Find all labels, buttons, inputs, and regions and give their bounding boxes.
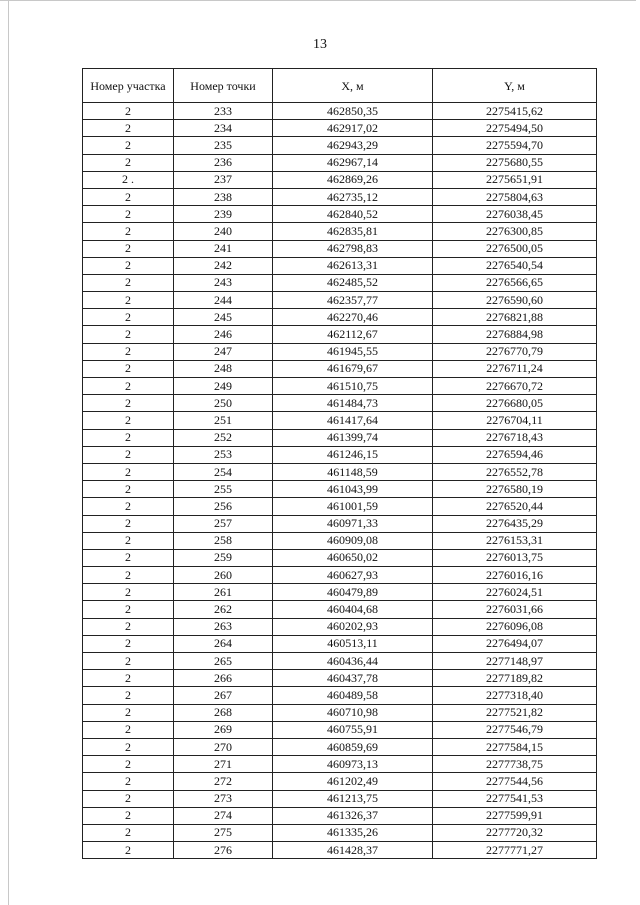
cell-parcel-number: 2: [83, 756, 174, 773]
cell-point-number: 274: [174, 807, 273, 824]
cell-point-number: 262: [174, 601, 273, 618]
cell-y-coordinate: 2277771,27: [433, 842, 597, 859]
cell-point-number: 275: [174, 824, 273, 841]
table-row: [83, 824, 597, 841]
cell-y-coordinate: 2276680,05: [433, 395, 597, 412]
cell-point-number: 265: [174, 653, 273, 670]
cell-y-coordinate: 2276153,31: [433, 532, 597, 549]
cell-parcel-number: 2: [83, 188, 174, 205]
table-row: [83, 463, 597, 480]
cell-x-coordinate: 461246,15: [273, 446, 433, 463]
cell-parcel-number: 2: [83, 120, 174, 137]
table-row: [83, 412, 597, 429]
cell-parcel-number: 2: [83, 824, 174, 841]
cell-point-number: 272: [174, 773, 273, 790]
cell-point-number: 243: [174, 274, 273, 291]
cell-y-coordinate: 2276580,19: [433, 481, 597, 498]
cell-y-coordinate: 2276552,78: [433, 463, 597, 480]
cell-parcel-number: 2: [83, 446, 174, 463]
cell-x-coordinate: 461001,59: [273, 498, 433, 515]
cell-point-number: 244: [174, 292, 273, 309]
header-y-coordinate: Y, м: [433, 69, 597, 103]
table-row: [83, 188, 597, 205]
table-row: [83, 618, 597, 635]
table-row: [83, 137, 597, 154]
cell-point-number: 256: [174, 498, 273, 515]
cell-x-coordinate: 460650,02: [273, 549, 433, 566]
cell-parcel-number: 2: [83, 326, 174, 343]
cell-point-number: 234: [174, 120, 273, 137]
cell-y-coordinate: 2276594,46: [433, 446, 597, 463]
scan-left-edge: [8, 0, 9, 905]
cell-point-number: 238: [174, 188, 273, 205]
table-row: [83, 635, 597, 652]
table-row: [83, 292, 597, 309]
cell-point-number: 242: [174, 257, 273, 274]
cell-x-coordinate: 460710,98: [273, 704, 433, 721]
cell-parcel-number: 2: [83, 360, 174, 377]
cell-y-coordinate: 2276770,79: [433, 343, 597, 360]
cell-point-number: 263: [174, 618, 273, 635]
cell-point-number: 270: [174, 738, 273, 755]
cell-point-number: 261: [174, 584, 273, 601]
cell-y-coordinate: 2275804,63: [433, 188, 597, 205]
cell-parcel-number: 2: [83, 807, 174, 824]
cell-point-number: 268: [174, 704, 273, 721]
table-row: [83, 704, 597, 721]
cell-x-coordinate: 462967,14: [273, 154, 433, 171]
cell-point-number: 266: [174, 670, 273, 687]
cell-x-coordinate: 460627,93: [273, 567, 433, 584]
cell-x-coordinate: 460909,08: [273, 532, 433, 549]
cell-parcel-number: 2: [83, 790, 174, 807]
cell-parcel-number: 2: [83, 498, 174, 515]
cell-y-coordinate: 2276711,24: [433, 360, 597, 377]
table-row: [83, 549, 597, 566]
cell-point-number: 254: [174, 463, 273, 480]
cell-parcel-number: 2: [83, 721, 174, 738]
cell-parcel-number: 2: [83, 206, 174, 223]
cell-y-coordinate: 2275415,62: [433, 103, 597, 120]
cell-parcel-number: 2: [83, 635, 174, 652]
cell-y-coordinate: 2276031,66: [433, 601, 597, 618]
table-row: [83, 154, 597, 171]
table-row: [83, 120, 597, 137]
cell-y-coordinate: 2277544,56: [433, 773, 597, 790]
table-row: [83, 481, 597, 498]
cell-x-coordinate: 462270,46: [273, 309, 433, 326]
cell-parcel-number: 2: [83, 670, 174, 687]
cell-point-number: 252: [174, 429, 273, 446]
cell-y-coordinate: 2276300,85: [433, 223, 597, 240]
scan-top-edge: [0, 0, 636, 1]
cell-parcel-number: 2: [83, 704, 174, 721]
cell-y-coordinate: 2276013,75: [433, 549, 597, 566]
cell-y-coordinate: 2276884,98: [433, 326, 597, 343]
cell-x-coordinate: 460755,91: [273, 721, 433, 738]
table-row: [83, 670, 597, 687]
table-row: [83, 498, 597, 515]
cell-parcel-number: 2: [83, 738, 174, 755]
cell-parcel-number: 2 .: [83, 171, 174, 188]
table-row: [83, 274, 597, 291]
cell-x-coordinate: 462112,67: [273, 326, 433, 343]
cell-parcel-number: 2: [83, 309, 174, 326]
cell-point-number: 271: [174, 756, 273, 773]
cell-y-coordinate: 2277584,15: [433, 738, 597, 755]
cell-parcel-number: 2: [83, 653, 174, 670]
cell-x-coordinate: 462357,77: [273, 292, 433, 309]
cell-x-coordinate: 460971,33: [273, 515, 433, 532]
cell-parcel-number: 2: [83, 154, 174, 171]
cell-point-number: 251: [174, 412, 273, 429]
cell-x-coordinate: 460859,69: [273, 738, 433, 755]
cell-point-number: 237: [174, 171, 273, 188]
cell-point-number: 255: [174, 481, 273, 498]
cell-y-coordinate: 2276096,08: [433, 618, 597, 635]
cell-parcel-number: 2: [83, 584, 174, 601]
table-row: [83, 171, 597, 188]
table-row: [83, 653, 597, 670]
cell-point-number: 253: [174, 446, 273, 463]
cell-y-coordinate: 2275594,70: [433, 137, 597, 154]
cell-point-number: 245: [174, 309, 273, 326]
cell-y-coordinate: 2276435,29: [433, 515, 597, 532]
cell-y-coordinate: 2277521,82: [433, 704, 597, 721]
cell-y-coordinate: 2276590,60: [433, 292, 597, 309]
cell-x-coordinate: 462917,02: [273, 120, 433, 137]
table-row: [83, 721, 597, 738]
cell-x-coordinate: 462840,52: [273, 206, 433, 223]
table-row: [83, 326, 597, 343]
table-row: [83, 343, 597, 360]
cell-point-number: 235: [174, 137, 273, 154]
table-row: [83, 240, 597, 257]
cell-x-coordinate: 461335,26: [273, 824, 433, 841]
cell-y-coordinate: 2276016,16: [433, 567, 597, 584]
table-row: [83, 206, 597, 223]
header-row: [83, 69, 597, 103]
cell-point-number: 239: [174, 206, 273, 223]
table-row: [83, 773, 597, 790]
cell-y-coordinate: 2277738,75: [433, 756, 597, 773]
cell-y-coordinate: 2276024,51: [433, 584, 597, 601]
cell-x-coordinate: 461428,37: [273, 842, 433, 859]
coordinates-table: [82, 68, 597, 859]
table-row: [83, 360, 597, 377]
cell-parcel-number: 2: [83, 842, 174, 859]
table-row: [83, 223, 597, 240]
table-row: [83, 257, 597, 274]
cell-parcel-number: 2: [83, 618, 174, 635]
cell-y-coordinate: 2277720,32: [433, 824, 597, 841]
cell-y-coordinate: 2276718,43: [433, 429, 597, 446]
cell-parcel-number: 2: [83, 773, 174, 790]
cell-point-number: 240: [174, 223, 273, 240]
cell-y-coordinate: 2275680,55: [433, 154, 597, 171]
cell-x-coordinate: 462485,52: [273, 274, 433, 291]
cell-parcel-number: 2: [83, 463, 174, 480]
header-parcel-number: Номер участка: [83, 69, 174, 103]
cell-point-number: 247: [174, 343, 273, 360]
table-row: [83, 532, 597, 549]
cell-x-coordinate: 460404,68: [273, 601, 433, 618]
cell-point-number: 257: [174, 515, 273, 532]
cell-x-coordinate: 461679,67: [273, 360, 433, 377]
cell-x-coordinate: 461484,73: [273, 395, 433, 412]
table-row: [83, 567, 597, 584]
cell-x-coordinate: 462943,29: [273, 137, 433, 154]
cell-x-coordinate: 461213,75: [273, 790, 433, 807]
cell-x-coordinate: 462798,83: [273, 240, 433, 257]
table-row: [83, 842, 597, 859]
cell-point-number: 260: [174, 567, 273, 584]
cell-y-coordinate: 2275494,50: [433, 120, 597, 137]
cell-y-coordinate: 2277541,53: [433, 790, 597, 807]
cell-parcel-number: 2: [83, 429, 174, 446]
table-body: [83, 103, 597, 859]
cell-y-coordinate: 2276670,72: [433, 378, 597, 395]
cell-point-number: 258: [174, 532, 273, 549]
cell-y-coordinate: 2277546,79: [433, 721, 597, 738]
cell-parcel-number: 2: [83, 378, 174, 395]
cell-x-coordinate: 461417,64: [273, 412, 433, 429]
table-row: [83, 515, 597, 532]
cell-x-coordinate: 460973,13: [273, 756, 433, 773]
cell-x-coordinate: 461510,75: [273, 378, 433, 395]
table-row: [83, 446, 597, 463]
cell-parcel-number: 2: [83, 549, 174, 566]
cell-point-number: 250: [174, 395, 273, 412]
table-row: [83, 601, 597, 618]
cell-y-coordinate: 2276494,07: [433, 635, 597, 652]
cell-y-coordinate: 2277318,40: [433, 687, 597, 704]
header-x-coordinate: X, м: [273, 69, 433, 103]
table-row: [83, 807, 597, 824]
table-row: [83, 103, 597, 120]
header-point-number: Номер точки: [174, 69, 273, 103]
cell-parcel-number: 2: [83, 601, 174, 618]
cell-y-coordinate: 2275651,91: [433, 171, 597, 188]
cell-x-coordinate: 461326,37: [273, 807, 433, 824]
cell-x-coordinate: 460489,58: [273, 687, 433, 704]
cell-x-coordinate: 462735,12: [273, 188, 433, 205]
cell-y-coordinate: 2276038,45: [433, 206, 597, 223]
cell-x-coordinate: 462835,81: [273, 223, 433, 240]
cell-x-coordinate: 461043,99: [273, 481, 433, 498]
cell-point-number: 273: [174, 790, 273, 807]
cell-x-coordinate: 460202,93: [273, 618, 433, 635]
page-number: 13: [313, 37, 327, 52]
cell-x-coordinate: 461148,59: [273, 463, 433, 480]
cell-parcel-number: 2: [83, 481, 174, 498]
cell-x-coordinate: 460437,78: [273, 670, 433, 687]
cell-point-number: 264: [174, 635, 273, 652]
cell-x-coordinate: 461945,55: [273, 343, 433, 360]
cell-y-coordinate: 2276704,11: [433, 412, 597, 429]
cell-point-number: 267: [174, 687, 273, 704]
cell-y-coordinate: 2276520,44: [433, 498, 597, 515]
cell-point-number: 269: [174, 721, 273, 738]
cell-y-coordinate: 2277599,91: [433, 807, 597, 824]
cell-point-number: 246: [174, 326, 273, 343]
cell-parcel-number: 2: [83, 532, 174, 549]
cell-parcel-number: 2: [83, 274, 174, 291]
table-row: [83, 584, 597, 601]
table-row: [83, 395, 597, 412]
cell-x-coordinate: 460479,89: [273, 584, 433, 601]
cell-parcel-number: 2: [83, 240, 174, 257]
table-header: [83, 69, 597, 103]
cell-y-coordinate: 2277189,82: [433, 670, 597, 687]
cell-parcel-number: 2: [83, 395, 174, 412]
cell-point-number: 248: [174, 360, 273, 377]
cell-parcel-number: 2: [83, 412, 174, 429]
cell-parcel-number: 2: [83, 292, 174, 309]
cell-x-coordinate: 461399,74: [273, 429, 433, 446]
table-row: [83, 756, 597, 773]
cell-y-coordinate: 2276500,05: [433, 240, 597, 257]
cell-y-coordinate: 2277148,97: [433, 653, 597, 670]
cell-point-number: 241: [174, 240, 273, 257]
cell-parcel-number: 2: [83, 687, 174, 704]
cell-x-coordinate: 460513,11: [273, 635, 433, 652]
cell-x-coordinate: 462613,31: [273, 257, 433, 274]
table-row: [83, 790, 597, 807]
cell-point-number: 259: [174, 549, 273, 566]
cell-parcel-number: 2: [83, 137, 174, 154]
cell-point-number: 249: [174, 378, 273, 395]
cell-parcel-number: 2: [83, 223, 174, 240]
cell-parcel-number: 2: [83, 567, 174, 584]
cell-point-number: 236: [174, 154, 273, 171]
cell-x-coordinate: 462850,35: [273, 103, 433, 120]
cell-x-coordinate: 460436,44: [273, 653, 433, 670]
table-row: [83, 309, 597, 326]
cell-point-number: 233: [174, 103, 273, 120]
cell-y-coordinate: 2276540,54: [433, 257, 597, 274]
table-row: [83, 738, 597, 755]
table-row: [83, 378, 597, 395]
cell-parcel-number: 2: [83, 257, 174, 274]
cell-x-coordinate: 462869,26: [273, 171, 433, 188]
cell-y-coordinate: 2276566,65: [433, 274, 597, 291]
cell-x-coordinate: 461202,49: [273, 773, 433, 790]
cell-y-coordinate: 2276821,88: [433, 309, 597, 326]
table-row: [83, 429, 597, 446]
cell-parcel-number: 2: [83, 343, 174, 360]
cell-parcel-number: 2: [83, 515, 174, 532]
cell-parcel-number: 2: [83, 103, 174, 120]
cell-point-number: 276: [174, 842, 273, 859]
table-row: [83, 687, 597, 704]
